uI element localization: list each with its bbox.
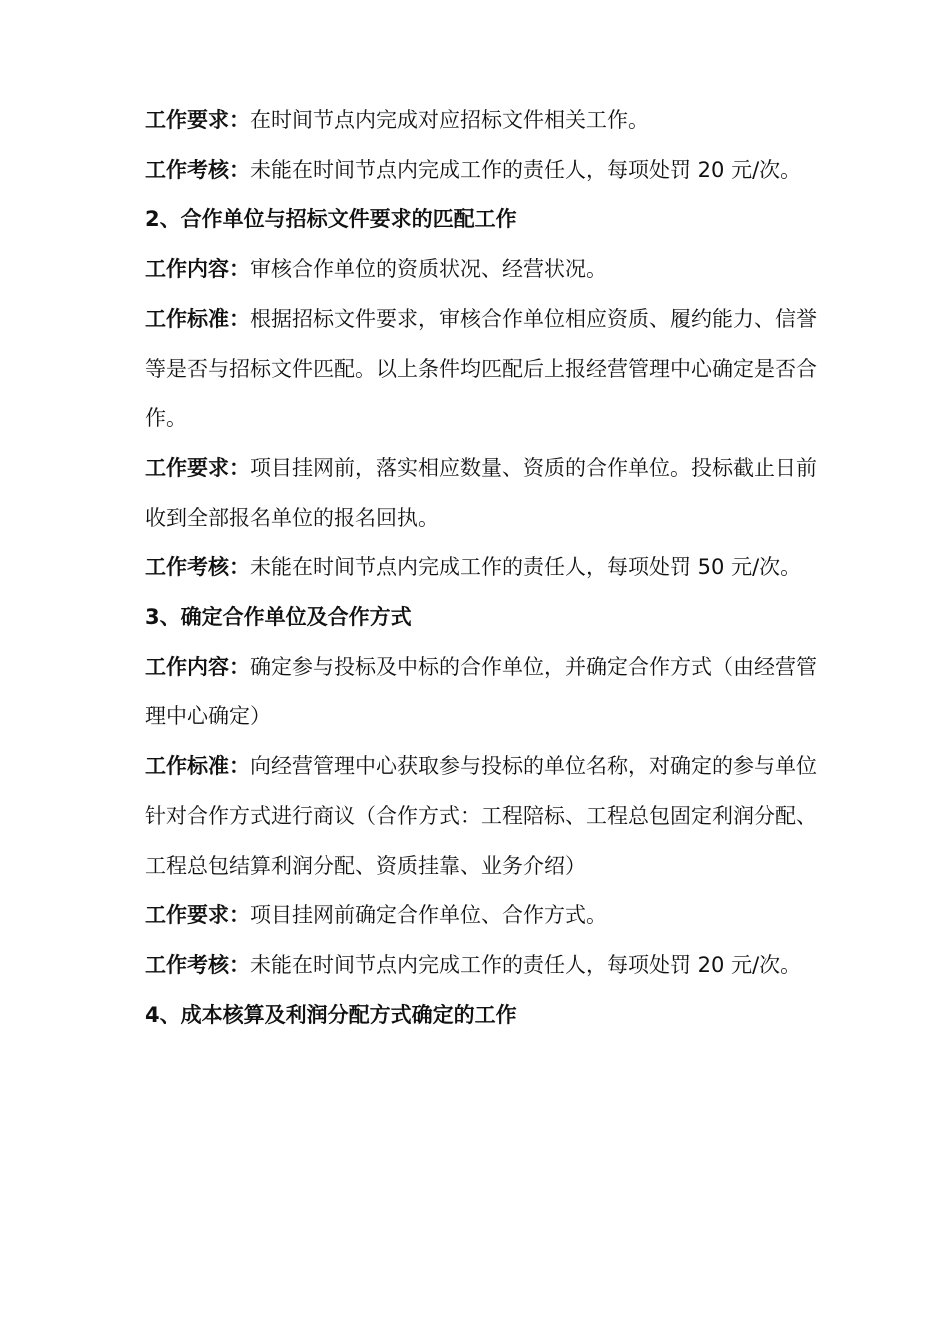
paragraph-label: 工作要求：	[145, 903, 250, 928]
section-heading: 2、合作单位与招标文件要求的匹配工作	[145, 207, 517, 232]
paragraph-text: 根据招标文件要求，审核合作单位相应资质、履约能力、信誉等是否与招标文件匹配。以上条件均匹配后上报经营管理中心确定是否合作。	[145, 306, 817, 431]
document-body	[145, 96, 825, 1040]
paragraph-standard	[145, 295, 825, 444]
paragraph-content	[145, 245, 825, 295]
paragraph-requirement	[145, 444, 825, 543]
paragraph-requirement	[145, 891, 825, 941]
paragraph-label: 工作考核：	[145, 157, 250, 182]
paragraph-text: 未能在时间节点内完成工作的责任人，每项处罚 20 元/次。	[250, 157, 802, 182]
paragraph-standard	[145, 742, 825, 891]
paragraph-label: 工作内容：	[145, 257, 250, 282]
paragraph-text: 确定参与投标及中标的合作单位，并确定合作方式（由经营管理中心确定）	[145, 654, 817, 729]
paragraph-label: 工作标准：	[145, 754, 250, 779]
paragraph-text: 审核合作单位的资质状况、经营状况。	[250, 257, 607, 282]
section-heading: 4、成本核算及利润分配方式确定的工作	[145, 1002, 517, 1027]
paragraph-label: 工作考核：	[145, 952, 250, 977]
paragraph-label: 工作要求：	[145, 455, 250, 480]
paragraph-text: 未能在时间节点内完成工作的责任人，每项处罚 50 元/次。	[250, 555, 802, 580]
paragraph-text: 向经营管理中心获取参与投标的单位名称，对确定的参与单位针对合作方式进行商议（合作方式：工程陪标、工程总包固定利润分配、工程总包结算利润分配、资质挂靠、业务介绍）	[145, 754, 817, 878]
section-heading: 3、确定合作单位及合作方式	[145, 605, 412, 630]
paragraph-requirement	[145, 96, 825, 146]
paragraph-assessment	[145, 543, 825, 593]
paragraph-label: 工作标准：	[145, 306, 250, 331]
paragraph-text: 未能在时间节点内完成工作的责任人，每项处罚 20 元/次。	[250, 952, 802, 977]
paragraph-label: 工作要求：	[145, 108, 250, 132]
paragraph-assessment	[145, 941, 825, 991]
paragraph-label: 工作考核：	[145, 555, 250, 580]
paragraph-assessment	[145, 146, 825, 196]
paragraph-label: 工作内容：	[145, 654, 250, 679]
paragraph-content	[145, 643, 825, 742]
paragraph-text: 项目挂网前，落实相应数量、资质的合作单位。投标截止日前收到全部报名单位的报名回执。	[145, 455, 817, 530]
paragraph-text: 在时间节点内完成对应招标文件相关工作。	[250, 108, 649, 132]
paragraph-text: 项目挂网前确定合作单位、合作方式。	[250, 903, 607, 928]
